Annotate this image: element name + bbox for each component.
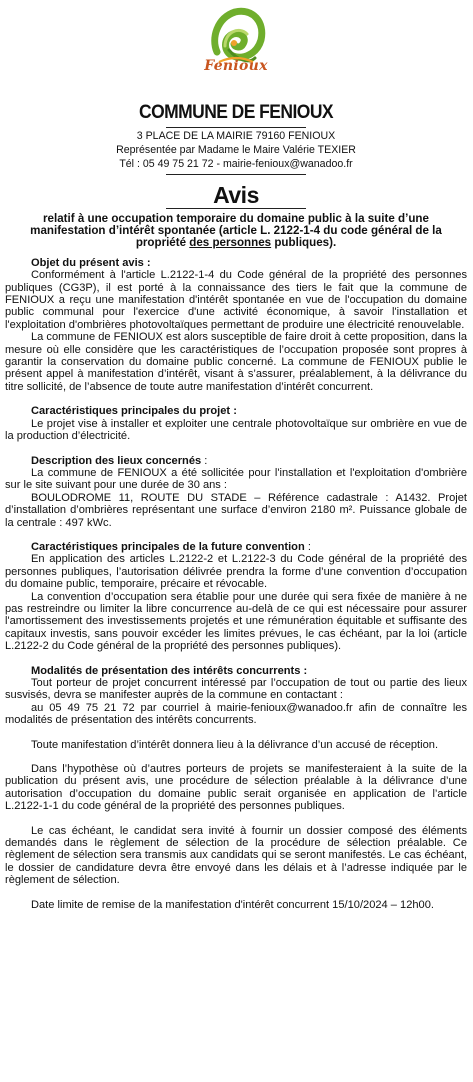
section-objet	[5, 257, 467, 393]
section-lieux	[5, 455, 467, 529]
section-modalites	[5, 665, 467, 912]
logo-wordmark: Fenioux	[204, 58, 268, 74]
paragraph: La convention d’occupation sera établie pour une durée qui sera fixée de manière à ne pas restreindre ou limiter la libre concurrence au-delà de ce qui est nécessaire pour assurer l'amortissement des investissements projetés et une rémunération équitable et suffisante des capitaux investis, sans pouvoir excéder les limites prévues, le cas échéant, par la loi (article L.2122-2 du Code général de la propriété des personnes publiques).	[5, 590, 467, 653]
title-divider	[166, 127, 306, 128]
section-heading	[5, 541, 467, 553]
commune-title: COMMUNE DE FENIOUX	[138, 102, 334, 123]
paragraph: Conformément à l'article L.2122-1-4 du Code général de la propriété des personnes publiques (CG3P), il est porté à la connaissance des tiers le fait que la commune de FENIOUX a reçu une manifestation d'intérêt spontanée en vue de l'occupation du domaine public communal pour l'exercice d'une activité économique, à savoir l'installation et l'exploitation d'ombrières photovoltaïques permettant de produire une électricité renouvelable.	[5, 269, 467, 331]
section-heading-text: Description des lieux concernés	[31, 454, 202, 467]
paragraph: Tout porteur de projet concurrent intéressé par l’occupation de tout ou partie des lieux susvisés, devra se manifester auprès de la commune en contactant :	[5, 677, 467, 702]
avis-subject	[5, 213, 467, 250]
paragraph: Le projet vise à installer et exploiter une centrale photovoltaïque sur ombrière en vue de la production d’électricité.	[5, 417, 467, 443]
avis-divider	[166, 208, 306, 209]
avis-subject-part1: relatif à une occupation temporaire du domaine public à la suite d’une manifestation d’intérêt spontanée (article L. 2122-1-4 du code général de la propriété	[30, 211, 442, 250]
avis-title: Avis	[213, 181, 259, 208]
paragraph: au 05 49 75 21 72 par courriel à mairie-fenioux@wanadoo.fr afin de connaître les modalités de présentation des intérêts concurrents.	[5, 701, 467, 727]
fenioux-logo	[195, 2, 277, 84]
paragraph: BOULODROME 11, ROUTE DU STADE – Référence cadastrale : A1432. Projet d’installation d’ombrières représentant une surface d’environ 2180 m². Puissance globale de la centrale : 497 kWc.	[5, 491, 467, 529]
logo-area	[5, 0, 467, 86]
paragraph: Toute manifestation d’intérêt donnera lieu à la délivrance d’un accusé de réception.	[31, 738, 439, 751]
avis-subject-part2: publiques).	[271, 236, 337, 250]
section-heading	[5, 455, 467, 467]
avis-subject-underlined: des personnes	[189, 236, 272, 250]
section-heading-text: Caractéristiques principales de la future convention	[31, 540, 305, 553]
deadline-paragraph: Date limite de remise de la manifestation d'intérêt concurrent 15/10/2024 – 12h00.	[31, 898, 434, 911]
commune-address: 3 PLACE DE LA MAIRIE 79160 FENIOUX	[136, 130, 336, 142]
address-divider	[166, 174, 306, 175]
paragraph: Le cas échéant, le candidat sera invité à fournir un dossier composé des éléments demandés dans le règlement de sélection de la procédure de sélection préalable. Ce règlement de sélection sera transmis aux candidats qui se seront manifestés. Le cas échéant, le dossier de candidature devra être envoyé dans les délais et à l’adresse indiquée par le règlement de sélection.	[5, 824, 467, 887]
paragraph: La commune de FENIOUX est alors susceptible de faire droit à cette proposition, dans la mesure où elle considère que les caractéristiques de l’occupation proposée sont propres à garantir la conservation du domaine public concerné. La commune de FENIOUX publie le présent appel à manifestation d’intérêt, visant à s’assurer, préalablement, à la délivrance du titre sollicité, de l’absence de toute autre manifestation d’intérêt concurrent.	[5, 331, 467, 393]
commune-representative: Représentée par Madame le Maire Valérie TEXIER	[116, 144, 356, 157]
section-heading-colon: :	[201, 454, 208, 467]
section-heading: Caractéristiques principales du projet :	[31, 405, 237, 418]
section-projet	[5, 405, 467, 442]
paragraph: Dans l’hypothèse où d’autres porteurs de projets se manifesteraient à la suite de la publication du présent avis, une procédure de sélection préalable à la délivrance d’une autorisation d’occupation du domaine public serait organisée en application de l’article L.2122-1-1 du code général de la propriété des personnes publiques.	[5, 763, 467, 813]
paragraph: La commune de FENIOUX a été sollicitée pour l'installation et l'exploitation d'ombrière sur le site suivant pour une durée de 30 ans :	[5, 466, 467, 492]
section-heading-colon: :	[304, 540, 311, 553]
section-heading: Objet du présent avis :	[31, 256, 151, 269]
section-heading: Modalités de présentation des intérêts concurrents :	[31, 664, 308, 677]
paragraph: En application des articles L.2122-2 et L.2122-3 du Code général de la propriété des personnes publiques, l’autorisation délivrée prendra la forme d’une convention d’occupation du domaine public, temporaire, précaire et révocable.	[5, 553, 467, 591]
commune-contact: Tél : 05 49 75 21 72 - mairie-fenioux@wanadoo.fr	[119, 158, 353, 171]
section-convention	[5, 541, 467, 653]
